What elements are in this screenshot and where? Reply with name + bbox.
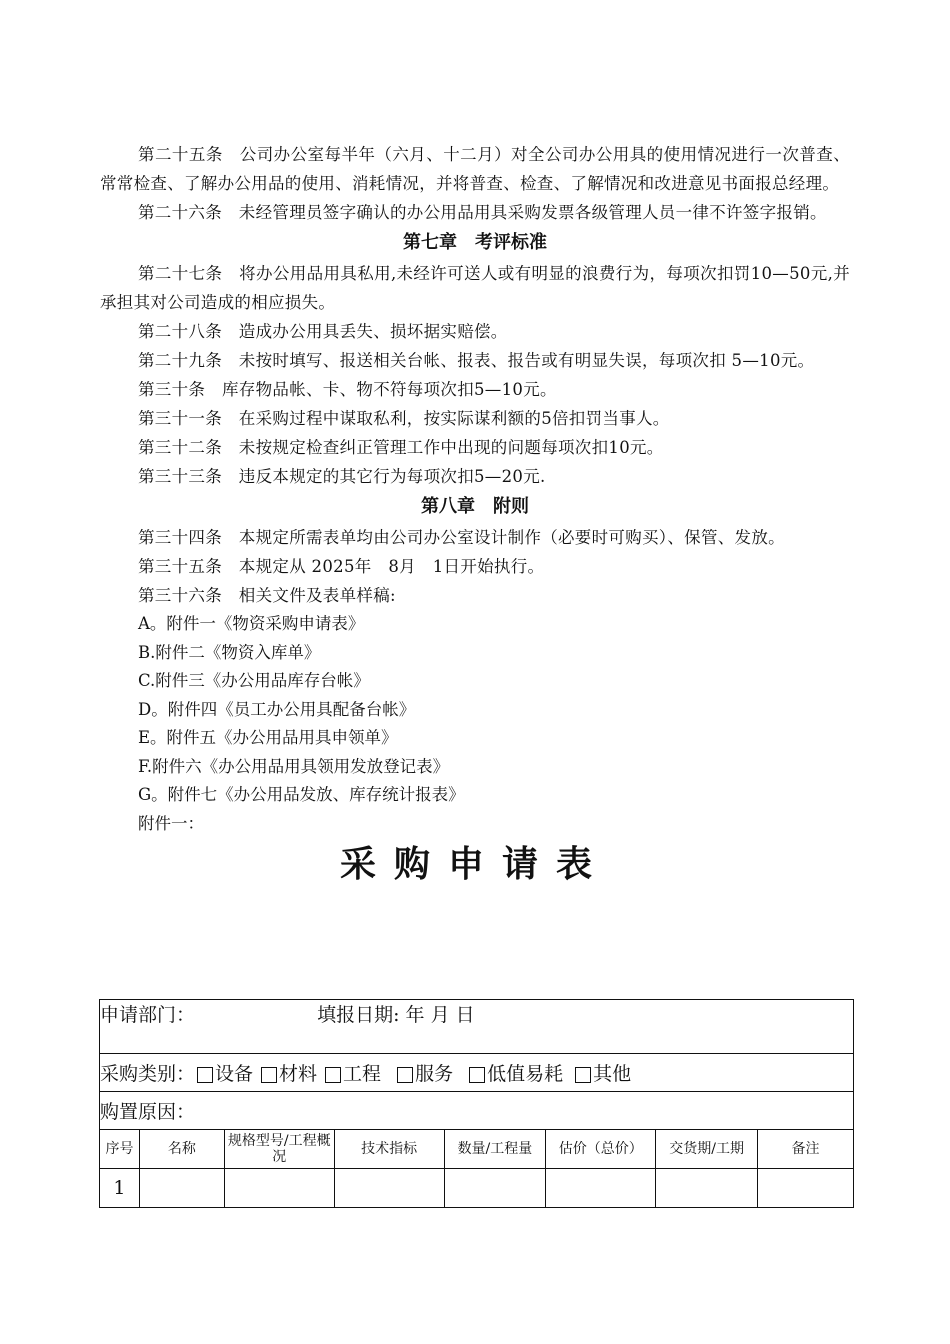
cell-no[interactable]: 1 (100, 1169, 140, 1208)
category-label: 采购类别： (100, 1063, 196, 1085)
article-32: 第三十二条 未按规定检查纠正管理工作中出现的问题每项次扣10元。 (138, 438, 664, 457)
attachment-a: A。附件一《物资采购申请表》 (138, 614, 365, 633)
reason-cell[interactable] (100, 1092, 854, 1130)
checkbox-material[interactable] (261, 1067, 277, 1083)
article-34: 第三十四条 本规定所需表单均由公司办公室设计制作（必要时可购买）、保管、发放。 (138, 528, 785, 547)
cell-price[interactable] (546, 1169, 656, 1208)
chapter-7-title: 第七章 考评标准 (403, 232, 547, 253)
category-cell (100, 1054, 854, 1092)
checkbox-equipment[interactable] (197, 1067, 213, 1083)
category-low-value: 低值易耗 (487, 1063, 564, 1085)
category-engineering: 工程 (343, 1063, 382, 1085)
reason-label: 购置原因： (100, 1101, 196, 1123)
article-28: 第二十八条 造成办公用具丢失、损坏据实赔偿。 (138, 322, 508, 341)
attachment-c: C.附件三《办公用品库存台帐》 (138, 671, 370, 690)
article-25: 第二十五条 公司办公室每半年（六月、十二月）对全公司办公用具的使用情况进行一次普查、常常检查、了解办公用品的使用、消耗情况，并将普查、检查、了解情况和改进意见书面报总经理。 (100, 145, 850, 193)
article-35: 第三十五条 本规定从 2025年 8月 1日开始执行。 (138, 557, 545, 576)
article-27: 第二十七条 将办公用品用具私用,未经许可送人或有明显的浪费行为，每项次扣罚10—50元,并承担其对公司造成的相应损失。 (100, 264, 850, 312)
purchase-request-form (99, 999, 854, 1208)
chapter-8-title: 第八章 附则 (421, 496, 529, 517)
article-26: 第二十六条 未经管理员签字确认的办公用品用具采购发票各级管理人员一律不许签字报销。 (138, 203, 827, 222)
col-header-qty: 数量/工程量 (444, 1130, 546, 1169)
category-other: 其他 (593, 1063, 632, 1085)
category-material: 材料 (279, 1063, 318, 1085)
cell-name[interactable] (139, 1169, 224, 1208)
category-equipment: 设备 (215, 1063, 254, 1085)
article-29: 第二十九条 未按时填写、报送相关台帐、报表、报告或有明显失误，每项次扣 5—10元。 (138, 351, 815, 370)
cell-delivery[interactable] (656, 1169, 758, 1208)
cell-remark[interactable] (758, 1169, 854, 1208)
dept-label: 申请部门： (100, 1004, 196, 1026)
article-31: 第三十一条 在采购过程中谋取私利，按实际谋利额的5倍扣罚当事人。 (138, 409, 670, 428)
form-title: 采购申请表 (339, 843, 610, 885)
col-header-delivery: 交货期/工期 (656, 1130, 758, 1169)
category-service: 服务 (415, 1063, 454, 1085)
cell-qty[interactable] (444, 1169, 546, 1208)
article-30: 第三十条 库存物品帐、卡、物不符每项次扣5—10元。 (138, 380, 557, 399)
cell-tech[interactable] (334, 1169, 444, 1208)
attachment-d: D。附件四《员工办公用具配备台帐》 (138, 699, 416, 719)
dept-cell[interactable] (100, 1000, 854, 1054)
checkbox-low-value[interactable] (469, 1067, 485, 1083)
col-header-remark: 备注 (758, 1130, 854, 1169)
attachment-b: B.附件二《物资入库单》 (138, 642, 321, 662)
cell-spec[interactable] (224, 1169, 334, 1208)
attachment-g: G。附件七《办公用品发放、库存统计报表》 (138, 785, 465, 804)
document-body (100, 140, 850, 886)
col-header-price: 估价（总价） (546, 1130, 656, 1169)
article-33: 第三十三条 违反本规定的其它行为每项次扣5—20元. (138, 467, 546, 486)
col-header-spec: 规格型号/工程概况 (224, 1130, 334, 1169)
date-label: 填报日期: 年 月 日 (317, 1004, 475, 1026)
attachment-f: F.附件六《办公用品用具领用发放登记表》 (138, 756, 450, 776)
attachment-e: E。附件五《办公用品用具申领单》 (138, 728, 398, 747)
checkbox-service[interactable] (397, 1067, 413, 1083)
attachment-one-label: 附件一： (138, 813, 204, 833)
checkbox-engineering[interactable] (325, 1067, 341, 1083)
col-header-tech: 技术指标 (334, 1130, 444, 1169)
checkbox-other[interactable] (575, 1067, 591, 1083)
col-header-no: 序号 (100, 1130, 140, 1169)
col-header-name: 名称 (139, 1130, 224, 1169)
table-row (100, 1169, 854, 1208)
article-36: 第三十六条 相关文件及表单样稿: (138, 586, 396, 605)
